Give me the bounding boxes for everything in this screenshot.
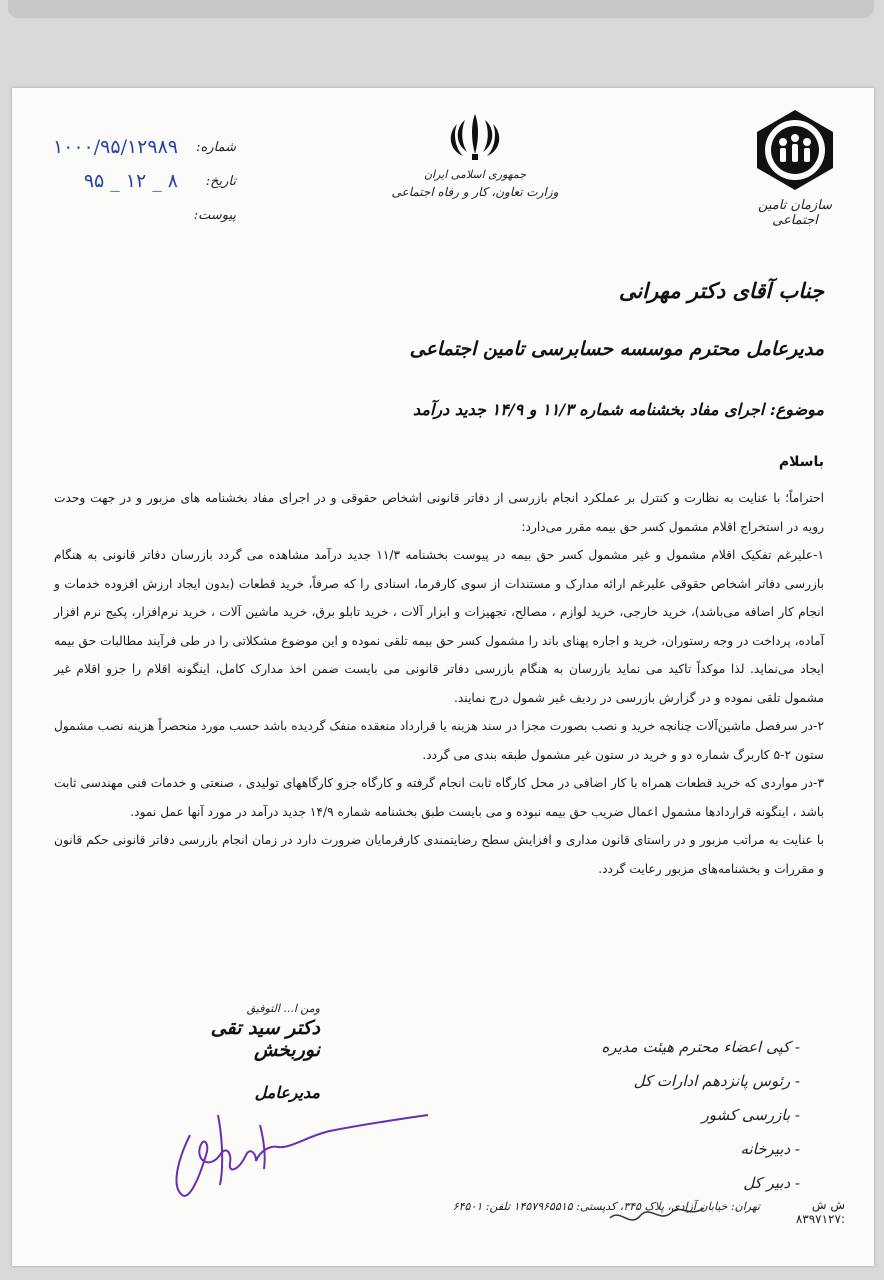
cc-item: - کپی اعضاء محترم هیئت مدیره	[601, 1038, 800, 1056]
iran-emblem-icon	[445, 110, 505, 162]
body-paragraph: ۱-علیرغم تفکیک اقلام مشمول و غیر مشمول کسر حق بیمه در پیوست بخشنامه ۱۱/۳ جدید درآمد مشاهده می گردد بازرسان دفاتر قانونی به هنگام بازرسی دفاتر اشخاص حقوقی علیرغم ارائه مدارک و مستندات از سوی کارفرما، اسنادی را که صرفاً، خرید قطعات (بدون ایجاد ارزش افزوده خدمات و انجام کار اضافه می‌باشد)، خرید خارجی، خرید لوازم ، مصالح، تجهیزات و ابزار آلات ، خرید تابلو برق، خرید ماشین آلات ، خرید نرم‌افزار، پکیج نرم افزار آماده، پرداخت در وجه رستوران، خرید و اجاره پهنای باند را مشمول کسر حق بیمه تلقی نموده و این موضوع مشکلاتی را در طی فرآیند مطالبات حق بیمه ایجاد می‌نماید. لذا موکداً تاکید می نماید بازرسان به هنگام بازرسی دفاتر قانونی می بایست ضمن اخذ مدارک کامل، اینگونه اقلام را جزو اقلام غیر مشمول تلقی نموده و در گزارش بازرسی در ردیف غیر شمول درج نمایند.	[54, 548, 825, 705]
cc-item: - بازرسی کشور	[701, 1106, 800, 1124]
reference-date-row	[16, 164, 236, 198]
footer-address: تهران: خیابان آزادی، پلاک ۳۴۵، کدپستی: ۱۴۵۷۹۶۵۵۱۵ تلفن: ۶۴۵۰۱	[452, 1200, 760, 1213]
reference-number-row	[16, 130, 236, 164]
reference-attachment-label: پیوست:	[193, 207, 236, 223]
body-paragraph: ۲-در سرفصل ماشین‌آلات چنانچه خرید و نصب بصورت مجزا در سند هزینه یا قرارداد منعقده منفک گردیده باشد حسب مورد منحصراً هزینه نصب مشمول ستون ۲-۵ کاربرگ شماره دو و خرید در ستون غیر مشمول طبقه بندی می گردد.	[54, 719, 824, 762]
reference-number-value: ۱۰۰۰/۹۵/۱۲۹۸۹	[52, 136, 178, 158]
signatory-name: دکتر سید تقی نوربخش	[210, 1017, 320, 1061]
closing-phrase: ومن ا... التوفیق	[246, 1002, 320, 1015]
addressee: جناب آقای دکتر مهرانی	[618, 278, 824, 303]
handwritten-initials	[600, 1178, 720, 1238]
viewer-top-bar	[8, 0, 874, 18]
org-logo	[745, 108, 845, 228]
reference-date-label: تاریخ:	[205, 173, 236, 189]
signatory-role: مدیرعامل	[254, 1083, 320, 1102]
body-paragraph: احتراماً؛ با عنایت به نظارت و کنترل بر عملکرد انجام بازرسی از دفاتر قانونی اشخاص حقوقی و در اجرای مفاد بخشنامه های مزبور و در جهت وحدت رویه در استخراج اقلام مشمول کسر حق بیمه مقرر می‌دارد:	[54, 491, 824, 534]
footer-code: ش ش :۸۳۹۷۱۲۷	[795, 1198, 845, 1226]
letter-subject: موضوع: اجرای مفاد بخشنامه شماره ۱۱/۳ و ۱۴/۹ جدید درآمد	[412, 400, 824, 419]
reference-attachment-row	[16, 198, 236, 232]
cc-item: - دبیرخانه	[740, 1140, 800, 1158]
greeting: باسلام	[778, 454, 824, 470]
national-emblem	[390, 110, 560, 199]
signature-block	[170, 1002, 320, 1102]
reference-number-label: شماره:	[196, 139, 236, 155]
cc-item: - رئوس پانزدهم ادارات کل	[633, 1072, 800, 1090]
addressee-title: مدیرعامل محترم موسسه حسابرسی تامین اجتماعی	[409, 338, 824, 360]
emblem-country-text: جمهوری اسلامی ایران	[423, 168, 527, 181]
body-paragraph: با عنایت به مراتب مزبور و در راستای قانون مداری و افزایش سطح رضایتمندی کارفرمایان ضرورت دارد در زمان انجام بازرسی دفاتر قانونی حکم قانون و مقررات و بخشنامه‌های مزبور رعایت گردد.	[54, 833, 824, 876]
social-security-logo-icon	[753, 108, 837, 192]
body-paragraph: ۳-در مواردی که خرید قطعات همراه با کار اضافی در محل کارگاه ثابت انجام گرفته و کارگاه جزو کارگاههای تولیدی ، صنعتی و خدمات فنی مهندسی ثابت باشد ، اینگونه قراردادها مشمول اعمال ضریب حق بیمه نبوده و می بایست طبق بخشنامه شماره ۱۴/۹ جدید درآمد در مورد آنها عمل نمود.	[54, 776, 824, 819]
cc-list	[570, 1030, 800, 1200]
cc-item: - دبیر کل	[743, 1174, 800, 1192]
reference-date-value: ۹۵ _ ۱۲ _ ۸	[83, 170, 178, 192]
org-logo-text: سازمان تامین اجتماعی	[757, 198, 833, 228]
emblem-ministry-text: وزارت تعاون، کار و رفاه اجتماعی	[391, 185, 559, 199]
letter-body	[54, 484, 824, 883]
reference-block	[16, 130, 236, 232]
handwritten-signature	[160, 1095, 440, 1205]
